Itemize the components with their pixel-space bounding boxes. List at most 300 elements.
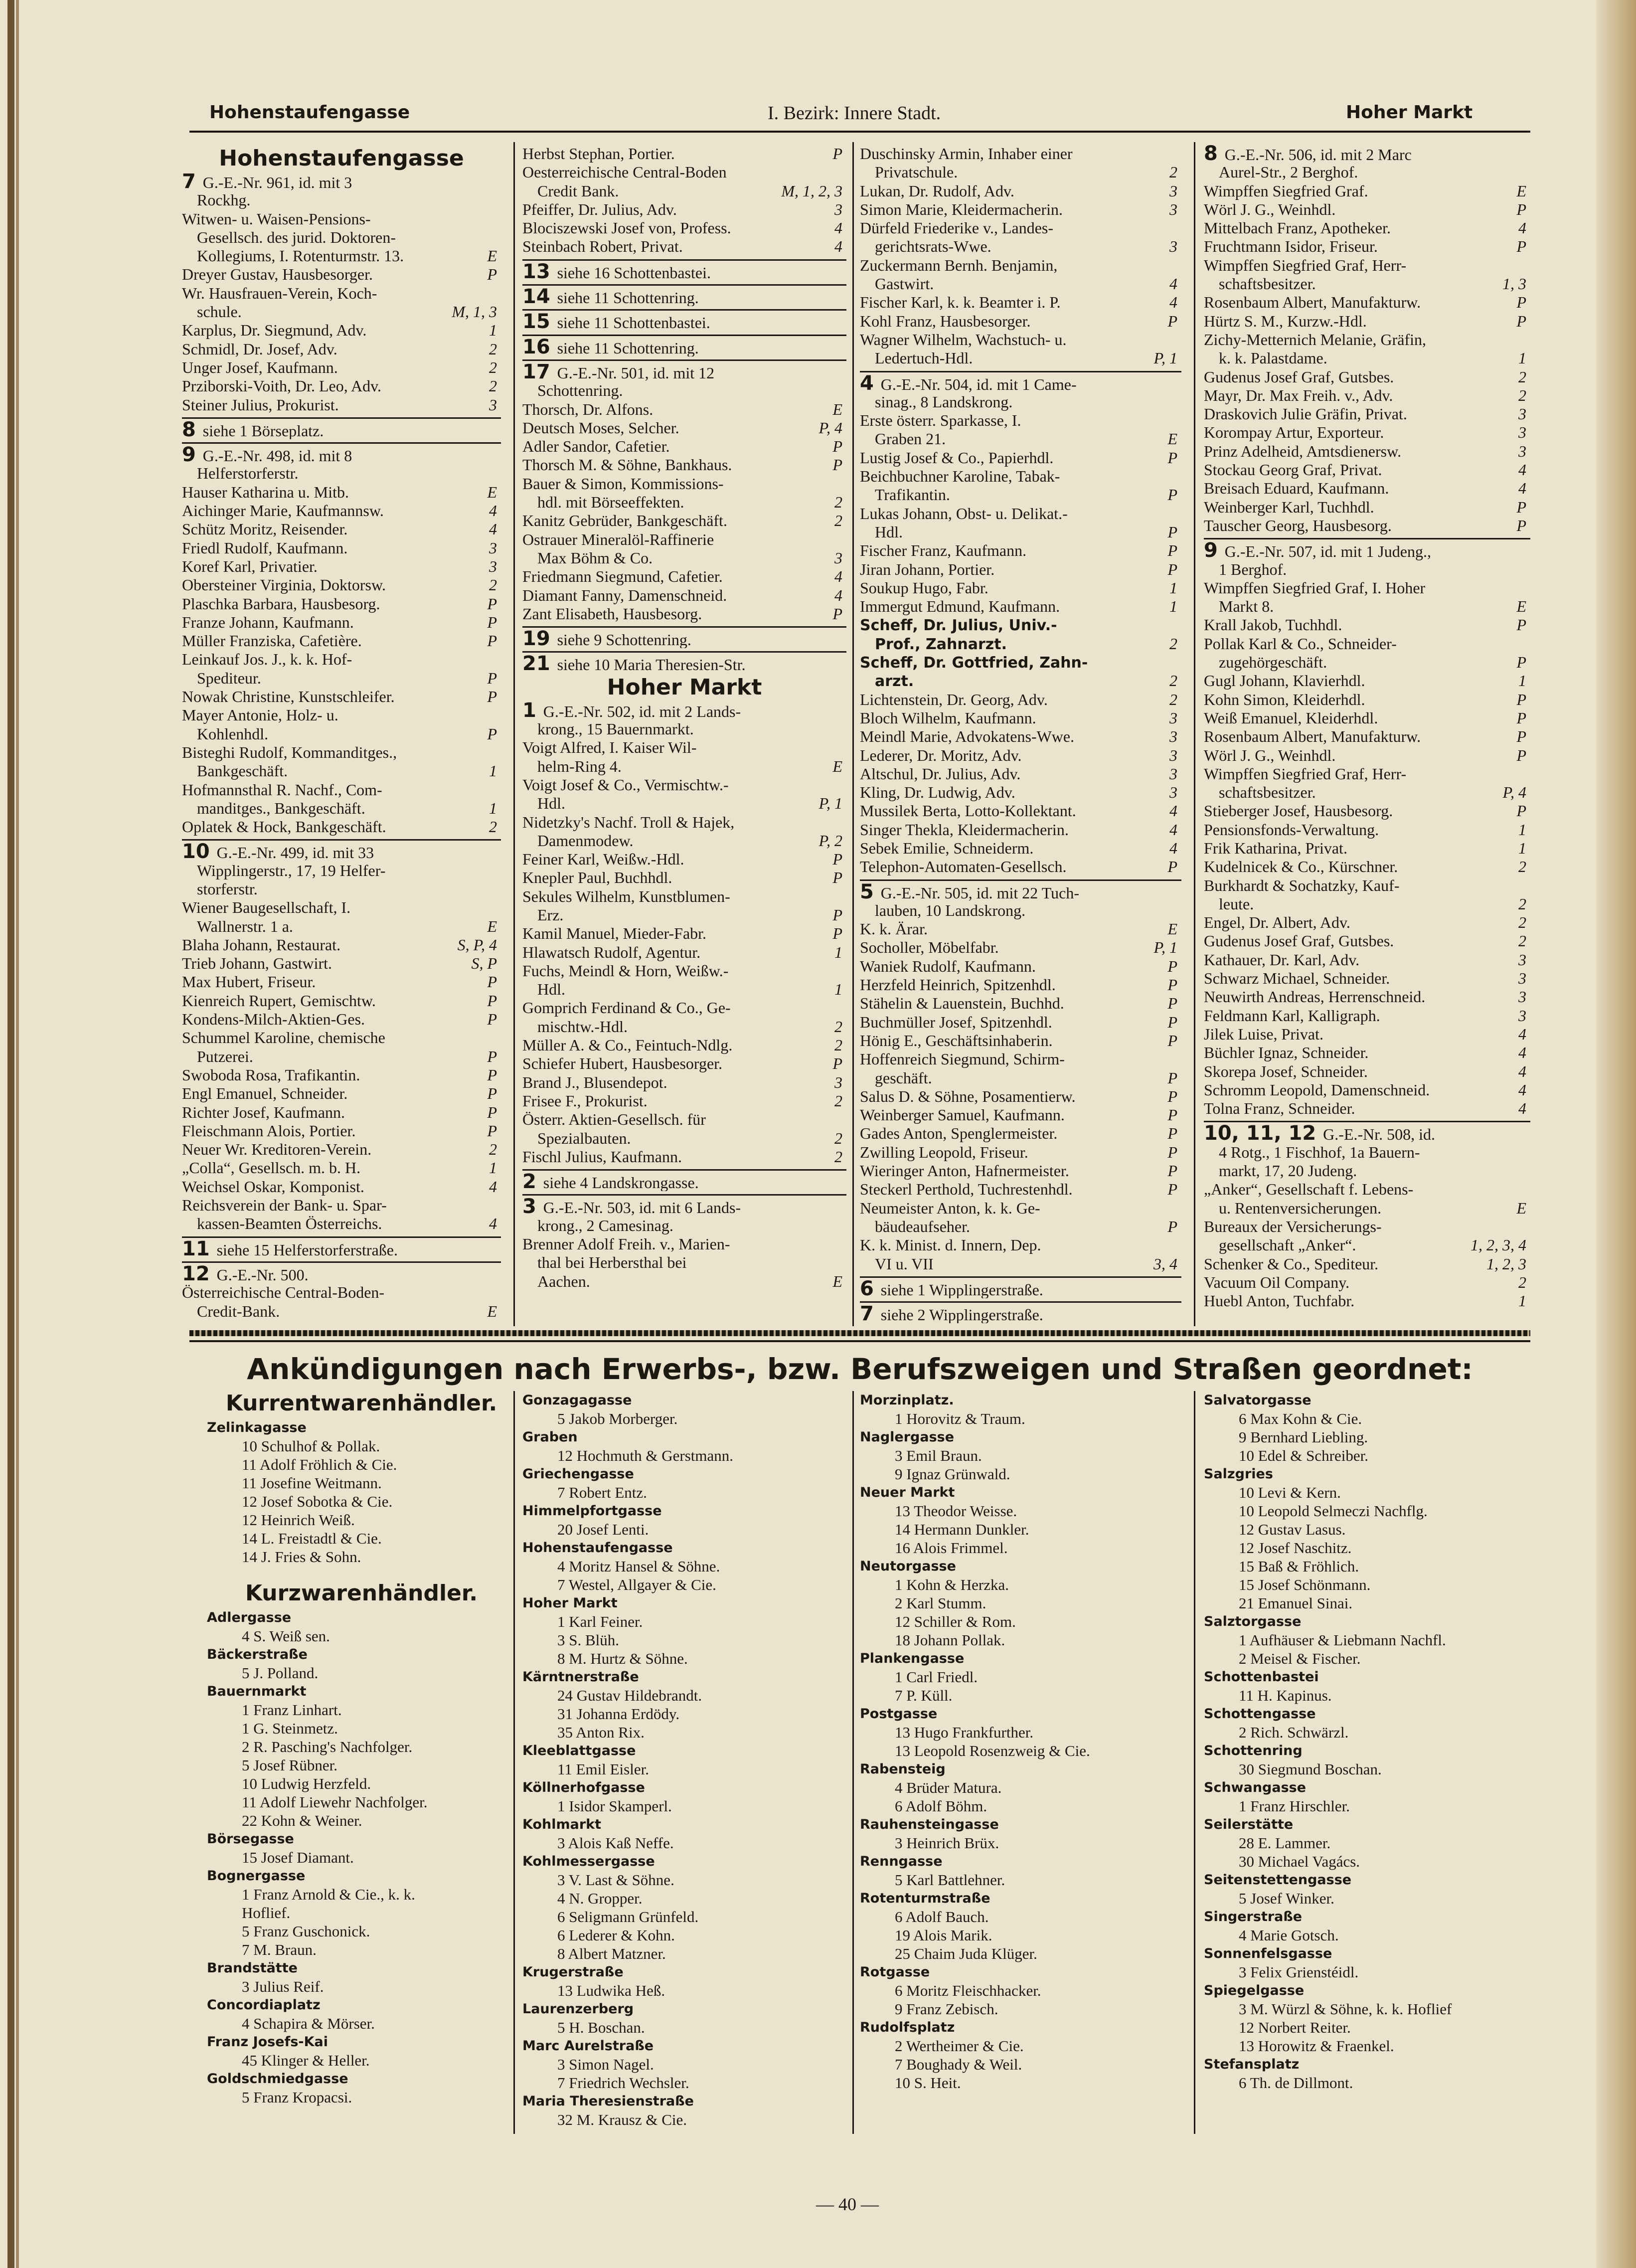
entry-text: Aachen.: [537, 1272, 590, 1290]
advertiser-entry: 12 Schiller & Rom.: [895, 1613, 1016, 1630]
directory-entry: [1204, 653, 1530, 672]
floor-marker: 2: [1169, 672, 1177, 690]
floor-marker: P: [487, 724, 497, 743]
entry-text: Knepler Paul, Buchhdl.: [522, 869, 672, 887]
floor-marker: P: [1167, 448, 1177, 467]
floor-marker: P, 2: [818, 831, 842, 850]
directory-entry: [522, 400, 846, 419]
entry-text: zugehörgeschäft.: [1219, 653, 1327, 672]
floor-marker: 3: [1518, 950, 1526, 969]
column-divider: [1194, 142, 1195, 1326]
advertiser-entry: 1 Aufhäuser & Liebmann Nachfl.: [1239, 1631, 1446, 1649]
directory-entry: [522, 1018, 846, 1036]
entry-text: Damenmodew.: [537, 831, 634, 850]
entry-text: Trieb Johann, Gastwirt.: [182, 954, 332, 973]
advertiser-entry: 3 Emil Braun.: [895, 1447, 982, 1464]
directory-entry: [1204, 349, 1530, 367]
entry-text: Dreyer Gustav, Hausbesorger.: [182, 265, 373, 284]
directory-entry: [860, 541, 1181, 560]
directory-entry: [1204, 1292, 1530, 1310]
entry-text: Credit Bank.: [537, 181, 619, 200]
directory-entry: [182, 1140, 501, 1159]
entry-text: Tauscher Georg, Hausbesorg.: [1204, 516, 1392, 534]
ad-column-3: [860, 1391, 1181, 2092]
directory-entry: [860, 1218, 1181, 1236]
entry-text: Oplatek & Hock, Bankgeschäft.: [182, 818, 386, 836]
street-name: Naglergasse: [860, 1429, 955, 1445]
directory-entry: [522, 1092, 846, 1110]
entry-text: Schenker & Co., Spediteur.: [1204, 1254, 1379, 1273]
floor-marker: 4: [834, 219, 842, 237]
advertiser-entry: 1 Franz Linhart.: [242, 1701, 342, 1719]
floor-marker: 3: [1169, 181, 1177, 200]
directory-entry: [522, 219, 846, 237]
advertiser-entry: 4 S. Weiß sen.: [242, 1627, 330, 1645]
directory-entry: [860, 1143, 1181, 1162]
floor-marker: P: [487, 265, 497, 284]
floor-marker: S, P, 4: [457, 935, 497, 954]
entry-text: Wimpffen Siegfried Graf, I. Hoher: [1204, 578, 1426, 597]
street-name: Köllnerhofgasse: [522, 1780, 645, 1795]
advertiser-entry: 1 Carl Friedl.: [895, 1668, 978, 1686]
floor-marker: P: [1516, 237, 1526, 256]
directory-entry: [860, 709, 1181, 727]
house-number: 19: [522, 627, 557, 649]
directory-entry: [182, 173, 501, 191]
entry-text: Simon Marie, Kleidermacherin.: [860, 200, 1063, 218]
house-number: 1: [522, 701, 543, 720]
floor-marker: P: [487, 669, 497, 687]
entry-text: Adler Sandor, Cafetier.: [522, 437, 670, 456]
entry-text: Lichtenstein, Dr. Georg, Adv.: [860, 690, 1048, 708]
entry-text: Wimpffen Siegfried Graf, Herr-: [1204, 256, 1407, 274]
floor-marker: 1: [1518, 1292, 1526, 1310]
directory-entry: [860, 331, 1181, 349]
entry-text: Spediteur.: [197, 669, 261, 687]
entry-text: Mayr, Dr. Max Freih. v., Adv.: [1204, 386, 1393, 404]
directory-entry: [1204, 312, 1530, 331]
entry-text: Franze Johann, Kaufmann.: [182, 613, 354, 631]
entry-text: Jiran Johann, Portier.: [860, 560, 995, 578]
directory-entry: [1204, 498, 1530, 517]
advertiser-entry: 12 Hochmuth & Gerstmann.: [557, 1447, 734, 1464]
advertiser-entry: 7 Friedrich Wechsler.: [557, 2074, 689, 2092]
advertiser-entry: 15 Baß & Fröhlich.: [1239, 1558, 1359, 1575]
street-name: Kleeblattgasse: [522, 1743, 636, 1758]
directory-entry: [1204, 672, 1530, 690]
directory-entry: [522, 437, 846, 456]
street-name: Kohlmarkt: [522, 1817, 602, 1832]
entry-text: Schiefer Hubert, Hausbesorger.: [522, 1054, 723, 1073]
entry-text: Steiner Julius, Prokurist.: [182, 395, 339, 414]
entry-text: Thorsch, Dr. Alfons.: [522, 400, 654, 418]
street-name: Himmelpfortgasse: [522, 1503, 662, 1519]
directory-entry: [1204, 182, 1530, 200]
directory-entry: [182, 191, 501, 209]
street-name: Gonzagagasse: [522, 1393, 632, 1408]
entry-text: Max Hubert, Friseur.: [182, 973, 316, 991]
directory-entry: [522, 1272, 846, 1291]
entry-text: 4 Rotg., 1 Fischhof, 1a Bauern-: [1219, 1143, 1420, 1161]
entry-text: Lederer, Dr. Moritz, Adv.: [860, 746, 1022, 764]
directory-entry: [1204, 1236, 1530, 1254]
directory-entry: [522, 738, 846, 757]
advertiser-entry: 25 Chaim Juda Klüger.: [895, 1945, 1037, 1962]
entry-text: Unger Josef, Kaufmann.: [182, 358, 338, 376]
entry-text: Hdl.: [875, 523, 903, 541]
entry-text: Voigt Alfred, I. Kaiser Wil-: [522, 738, 697, 757]
advertiser-entry: 35 Anton Rix.: [557, 1724, 645, 1741]
ad-column-4: [1204, 1391, 1530, 2092]
floor-marker: 1, 3: [1502, 275, 1526, 293]
directory-column-4: [1204, 145, 1530, 1310]
entry-text: Singer Thekla, Kleidermacherin.: [860, 820, 1069, 839]
house-number: 2: [522, 1170, 543, 1192]
entry-text: siehe 11 Schottenbastei.: [557, 314, 710, 332]
entry-text: siehe 11 Schottenring.: [557, 339, 699, 356]
entry-text: Deutsch Moses, Selcher.: [522, 418, 679, 437]
directory-entry: [1204, 163, 1530, 181]
street-name: Marc Aurelstraße: [522, 2038, 654, 2054]
running-header-center: I. Bezirk: Innere Stadt.: [768, 103, 941, 124]
directory-entry: [182, 483, 501, 502]
entry-text: Wallnerstr. 1 a.: [197, 917, 293, 935]
street-name: Bognergasse: [207, 1868, 306, 1884]
entry-text: 1 Berghof.: [1219, 560, 1287, 578]
directory-entry: [182, 936, 501, 954]
directory-entry: [1204, 839, 1530, 858]
directory-entry: [860, 1199, 1181, 1218]
directory-entry: [182, 321, 501, 340]
floor-marker: 2: [489, 377, 497, 395]
entry-text: krong., 2 Camesinag.: [537, 1216, 673, 1234]
entry-text: Hofmannsthal R. Nachf., Com-: [182, 780, 382, 799]
entry-text: G.-E.-Nr. 499, id. mit 33: [216, 844, 374, 862]
advertiser-entry: 13 Leopold Rosenzweig & Cie.: [895, 1742, 1090, 1759]
entry-text: Helferstorferstr.: [197, 464, 299, 483]
directory-entry: [182, 688, 501, 706]
advertiser-entry: 2 Karl Stumm.: [895, 1594, 986, 1612]
advertiser-entry: 32 M. Krausz & Cie.: [557, 2111, 687, 2128]
floor-marker: P: [1167, 957, 1177, 975]
directory-entry: [522, 200, 846, 219]
floor-marker: 3: [1518, 988, 1526, 1006]
directory-entry: [860, 200, 1181, 219]
floor-marker: 2: [834, 1036, 842, 1054]
directory-entry: [182, 613, 501, 632]
advertiser-entry: 5 Jakob Morberger.: [557, 1410, 678, 1427]
trade-heading: Kurzwarenhändler.: [245, 1580, 478, 1606]
entry-text: Dürfeld Friederike v., Landes-: [860, 219, 1053, 237]
ad-column-1: [207, 1391, 516, 2106]
entry-text: Brand J., Blusendepot.: [522, 1073, 667, 1091]
floor-marker: E: [1516, 181, 1526, 200]
entry-text: Friedmann Siegmund, Cafetier.: [522, 567, 723, 586]
directory-entry: [522, 924, 846, 943]
advertiser-entry: 19 Alois Marik.: [895, 1926, 992, 1944]
directory-entry: [522, 1129, 846, 1148]
directory-entry: [860, 765, 1181, 783]
floor-marker: 1: [1169, 578, 1177, 597]
entry-text: Spezialbauten.: [537, 1129, 631, 1147]
entry-text: Stähelin & Lauenstein, Buchhd.: [860, 994, 1064, 1013]
floor-marker: P: [1167, 1106, 1177, 1124]
floor-marker: E: [1167, 430, 1177, 448]
entry-text: Beichbuchner Karoline, Tabak-: [860, 467, 1060, 486]
entry-text: Frisee F., Prokurist.: [522, 1091, 648, 1110]
entry-text: Wimpffen Siegfried Graf, Herr-: [1204, 764, 1407, 783]
advertiser-entry: 5 Franz Kropacsi.: [242, 2089, 352, 2106]
directory-entry: [1204, 368, 1530, 386]
entry-text: gesellschaft „Anker“.: [1219, 1236, 1356, 1254]
entry-text: Diamant Fanny, Damenschneid.: [522, 586, 727, 604]
entry-text: sinag., 8 Landskrong.: [875, 392, 1013, 411]
entry-text: Gomprich Ferdinand & Co., Ge-: [522, 999, 731, 1017]
entry-text: lauben, 10 Landskrong.: [875, 901, 1026, 919]
directory-entry: [522, 651, 846, 673]
entry-text: Salus D. & Söhne, Posamentierw.: [860, 1087, 1076, 1105]
directory-entry: [1204, 405, 1530, 423]
directory-entry: [1204, 517, 1530, 535]
directory-entry: [182, 502, 501, 520]
entry-text: Zant Elisabeth, Hausbesorg.: [522, 604, 702, 623]
floor-marker: P: [487, 688, 497, 706]
entry-text: Österr. Aktien-Gesellsch. für: [522, 1110, 706, 1129]
directory-entry: [1204, 932, 1530, 950]
entry-text: Rockhg.: [197, 191, 251, 209]
floor-marker: 3: [1518, 405, 1526, 423]
directory-entry: [522, 720, 846, 738]
advertiser-entry: 3 Felix Grienstéidl.: [1239, 1963, 1359, 1981]
floor-marker: 2: [1518, 1273, 1526, 1291]
entry-text: Reichsverein der Bank- u. Spar-: [182, 1196, 387, 1215]
directory-entry: [860, 275, 1181, 293]
directory-entry: [182, 799, 501, 818]
directory-entry: [522, 586, 846, 605]
advertiser-entry: 24 Gustav Hildebrandt.: [557, 1687, 702, 1704]
entry-text: Jilek Luise, Privat.: [1204, 1025, 1323, 1043]
directory-entry: [182, 1066, 501, 1084]
directory-entry: [522, 962, 846, 980]
entry-text: u. Rentenversicherungen.: [1219, 1199, 1382, 1217]
advertiser-entry: 10 Ludwig Herzfeld.: [242, 1775, 371, 1792]
entry-text: Scheff, Dr. Gottfried, Zahn-: [860, 654, 1088, 672]
entry-text: Fruchtmann Isidor, Friseur.: [1204, 237, 1378, 256]
directory-entry: [182, 210, 501, 228]
directory-entry: [1204, 479, 1530, 498]
entry-text: Oesterreichische Central-Boden: [522, 163, 727, 181]
advertiser-entry: 1 G. Steinmetz.: [242, 1720, 338, 1737]
directory-entry: [522, 794, 846, 813]
directory-entry: [522, 943, 846, 962]
entry-text: Steinbach Robert, Privat.: [522, 237, 683, 256]
entry-text: Feldmann Karl, Kalligraph.: [1204, 1006, 1380, 1025]
entry-text: Buchmüller Josef, Spitzenhdl.: [860, 1013, 1052, 1031]
directory-entry: [860, 312, 1181, 331]
entry-text: G.-E.-Nr. 500.: [216, 1265, 309, 1284]
directory-entry: [860, 672, 1181, 690]
floor-marker: P: [487, 1084, 497, 1103]
directory-entry: [860, 1301, 1181, 1323]
entry-text: Wörl J. G., Weinhdl.: [1204, 746, 1336, 764]
floor-marker: 4: [1518, 479, 1526, 498]
street-name: Rotenturmstraße: [860, 1891, 990, 1906]
floor-marker: P: [832, 604, 842, 623]
advertiser-entry: 10 S. Heit.: [895, 2074, 961, 2092]
directory-entry: [860, 1013, 1181, 1032]
entry-text: Mayer Antonie, Holz- u.: [182, 706, 338, 724]
advertiser-entry: 18 Johann Pollak.: [895, 1631, 1005, 1649]
directory-entry: [860, 802, 1181, 820]
directory-entry: [1204, 145, 1530, 163]
entry-text: siehe 15 Helferstorferstraße.: [216, 1240, 398, 1258]
advertiser-entry: 12 Josef Naschitz.: [1239, 1539, 1352, 1557]
advertiser-entry: 12 Norbert Reiter.: [1239, 2019, 1351, 2036]
directory-entry: [1204, 1143, 1530, 1162]
floor-marker: E: [1167, 920, 1177, 938]
directory-entry: [182, 898, 501, 917]
entry-text: VI u. VII: [875, 1254, 934, 1273]
entry-text: Bureaux der Versicherungs-: [1204, 1217, 1382, 1235]
floor-marker: 4: [489, 520, 497, 538]
advertiser-entry: 30 Siegmund Boschan.: [1239, 1760, 1382, 1778]
directory-entry: [860, 560, 1181, 579]
entry-text: Hönig E., Geschäftsinhaberin.: [860, 1031, 1053, 1049]
floor-marker: 4: [1518, 1099, 1526, 1118]
advertiser-entry: 10 Edel & Schreiber.: [1239, 1447, 1368, 1464]
entry-text: Pfeiffer, Dr. Julius, Adv.: [522, 200, 677, 218]
floor-marker: 3: [1169, 727, 1177, 746]
floor-marker: 1, 2, 3, 4: [1471, 1236, 1526, 1254]
floor-marker: P: [1167, 560, 1177, 578]
house-number: 14: [522, 285, 557, 307]
entry-text: siehe 9 Schottenring.: [557, 631, 691, 649]
street-name: Seitenstettengasse: [1204, 1872, 1352, 1888]
entry-text: Wörl J. G., Weinhdl.: [1204, 200, 1336, 218]
entry-text: Schummel Karoline, chemische: [182, 1029, 385, 1047]
directory-entry: [182, 1029, 501, 1047]
entry-text: Wimpffen Siegfried Graf.: [1204, 181, 1368, 200]
entry-text: Markt 8.: [1219, 597, 1274, 616]
advertiser-entry: 1 Kohn & Herzka.: [895, 1576, 1009, 1593]
floor-marker: E: [832, 757, 842, 775]
floor-marker: P: [1167, 1143, 1177, 1161]
binding-edge-inner: [16, 0, 19, 2268]
entry-text: Friedl Rudolf, Kaufmann.: [182, 538, 348, 557]
directory-entry: [1204, 275, 1530, 293]
entry-text: Engl Emanuel, Schneider.: [182, 1084, 348, 1103]
floor-marker: P: [832, 924, 842, 943]
floor-marker: 4: [1169, 820, 1177, 839]
directory-entry: [1204, 746, 1530, 765]
house-number: 8: [182, 418, 203, 440]
entry-text: siehe 2 Wipplingerstraße.: [880, 1306, 1043, 1324]
entry-text: K. k. Ärar.: [860, 920, 928, 938]
directory-entry: [1204, 635, 1530, 653]
entry-text: storferstr.: [197, 879, 258, 898]
street-name: Schottengasse: [1204, 1706, 1316, 1722]
floor-marker: 3, 4: [1153, 1254, 1177, 1273]
directory-entry: [182, 669, 501, 688]
directory-entry: [860, 523, 1181, 541]
advertiser-entry: 4 N. Gropper.: [557, 1890, 643, 1907]
column-divider: [852, 142, 854, 1326]
floor-marker: P: [487, 613, 497, 631]
advertiser-entry: 14 L. Freistadtl & Cie.: [242, 1530, 382, 1547]
floor-marker: 1: [1169, 597, 1177, 616]
entry-text: Privatschule.: [875, 163, 958, 181]
advertiser-entry: 5 Josef Rübner.: [242, 1756, 338, 1774]
floor-marker: P: [1516, 690, 1526, 708]
directory-entry: [182, 1196, 501, 1215]
entry-text: helm-Ring 4.: [537, 757, 622, 775]
directory-entry: [860, 858, 1181, 876]
entry-text: Nidetzky's Nachf. Troll & Hajek,: [522, 813, 735, 831]
entry-text: Wieringer Anton, Hafnermeister.: [860, 1162, 1069, 1180]
entry-text: schaftsbesitzer.: [1219, 275, 1316, 293]
floor-marker: 2: [834, 1017, 842, 1036]
entry-text: Gudenus Josef Graf, Gutsbes.: [1204, 367, 1394, 386]
directory-entry: [1204, 858, 1530, 876]
entry-text: Leinkauf Jos. J., k. k. Hof-: [182, 650, 352, 669]
floor-marker: 4: [834, 567, 842, 586]
directory-entry: [860, 1069, 1181, 1087]
entry-text: G.-E.-Nr. 501, id. mit 12: [557, 363, 715, 382]
entry-text: Neuer Wr. Kreditoren-Verein.: [182, 1140, 372, 1159]
directory-entry: [182, 954, 501, 973]
advertiser-entry: 2 Wertheimer & Cie.: [895, 2037, 1024, 2055]
floor-marker: P: [832, 869, 842, 887]
advertiser-entry: 6 Adolf Bauch.: [895, 1908, 989, 1925]
entry-text: leute.: [1219, 894, 1254, 913]
floor-marker: P: [1167, 1162, 1177, 1180]
street-name: Salztorgasse: [1204, 1614, 1302, 1629]
entry-text: Sekules Wilhelm, Kunstblumen-: [522, 887, 730, 905]
entry-text: k. k. Palastdame.: [1219, 349, 1327, 367]
entry-text: Bauer & Simon, Kommissions-: [522, 474, 724, 493]
house-number: 5: [860, 880, 881, 901]
advertiser-entry: 10 Leopold Selmeczi Nachflg.: [1239, 1502, 1428, 1520]
directory-entry: [1204, 1099, 1530, 1118]
advertiser-entry: 20 Josef Lenti.: [557, 1521, 649, 1538]
directory-entry: [1204, 727, 1530, 746]
advertiser-entry: 6 Moritz Fleischhacker.: [895, 1982, 1041, 1999]
floor-marker: 4: [489, 1215, 497, 1233]
street-name: Renngasse: [860, 1854, 943, 1869]
floor-marker: P, 1: [1153, 938, 1177, 957]
directory-entry: [1204, 423, 1530, 442]
directory-entry: [860, 1276, 1181, 1298]
ad-column-divider: [1194, 1391, 1195, 2134]
directory-entry: [860, 994, 1181, 1013]
directory-entry: [860, 597, 1181, 616]
floor-marker: 1: [834, 943, 842, 961]
directory-entry: [1204, 802, 1530, 820]
directory-entry: [182, 880, 501, 898]
street-name: Rabensteig: [860, 1761, 946, 1777]
street-name: Bäckerstraße: [207, 1647, 308, 1662]
floor-marker: P: [487, 991, 497, 1010]
floor-marker: 2: [1518, 913, 1526, 932]
entry-text: Blaha Johann, Restaurat.: [182, 935, 341, 954]
directory-entry: [1204, 876, 1530, 895]
floor-marker: 4: [489, 502, 497, 520]
advertiser-entry: 11 Emil Eisler.: [557, 1760, 649, 1778]
entry-text: Erste österr. Sparkasse, I.: [860, 411, 1021, 430]
street-name: Bauernmarkt: [207, 1684, 307, 1699]
entry-text: Gastwirt.: [875, 275, 934, 293]
directory-entry: [860, 821, 1181, 839]
